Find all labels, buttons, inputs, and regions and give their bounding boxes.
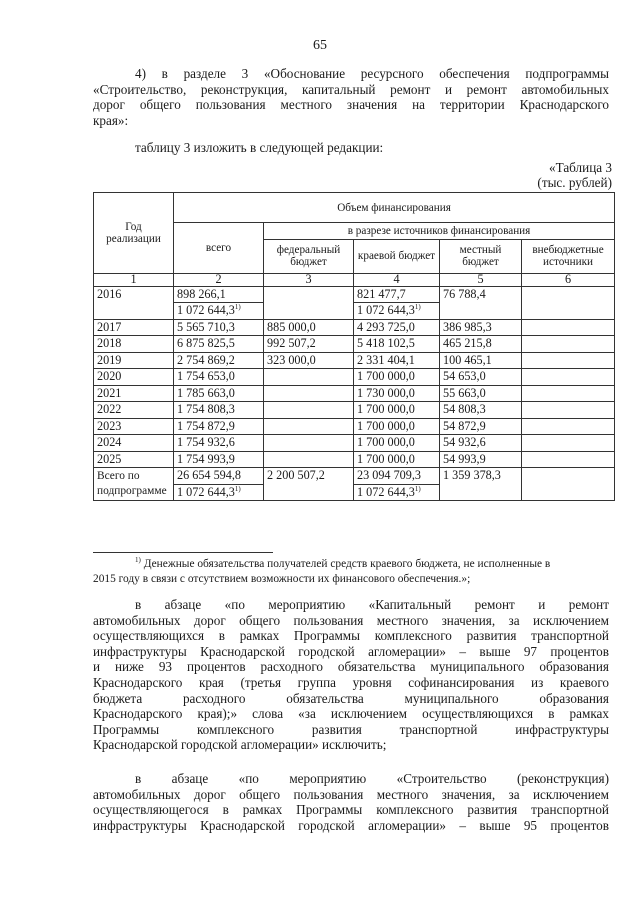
paragraph-line: инфраструктуры Краснодарской городской агломерации» – выше 95 процентов — [93, 817, 609, 833]
cell-year: 2022 — [94, 402, 174, 419]
cell-regional: 1 700 000,0 — [354, 402, 440, 419]
header-sources: в разрезе источников финансирования — [264, 223, 615, 240]
table-caption — [537, 160, 612, 190]
cell-federal — [264, 286, 354, 319]
paragraph-line: осуществляющегося в рамках Программы комплексного развития транспортной — [93, 802, 609, 818]
intro-line: таблицу 3 изложить в следующей редакции: — [135, 140, 384, 155]
paragraph-line: инфраструктуры Краснодарской городской агломерации» – выше 97 процентов — [93, 643, 609, 659]
table-row — [94, 352, 615, 369]
cell-total-label: Всего по подпрограмме — [94, 468, 174, 501]
table-row — [94, 435, 615, 452]
cell-offbudget — [522, 319, 615, 336]
cell-year: 2018 — [94, 336, 174, 353]
column-number: 6 — [522, 273, 615, 286]
cell-local: 386 985,3 — [440, 319, 522, 336]
cell-total: 1 754 932,6 — [174, 435, 264, 452]
cell-regional: 5 418 102,5 — [354, 336, 440, 353]
cell-total: 1 754 808,3 — [174, 402, 264, 419]
table-row — [94, 369, 615, 386]
cell-regional: 2 331 404,1 — [354, 352, 440, 369]
paragraph-line: Краснодарского края (третья группа уровня софинансирования из краевого — [93, 674, 609, 690]
cell-regional: 1 700 000,0 — [354, 369, 440, 386]
cell-offbudget — [522, 385, 615, 402]
cell-total: 1 754 993,9 — [174, 451, 264, 468]
footnote-ref: 1) — [414, 484, 421, 493]
cell-local: 100 465,1 — [440, 352, 522, 369]
column-number: 4 — [354, 273, 440, 286]
cell-regional: 4 293 725,0 — [354, 319, 440, 336]
cell-regional: 1 730 000,0 — [354, 385, 440, 402]
cell-year: 2017 — [94, 319, 174, 336]
cell-local: 54 653,0 — [440, 369, 522, 386]
header-volume: Объем финансирования — [174, 193, 615, 223]
cell-offbudget — [522, 451, 615, 468]
table-row — [94, 385, 615, 402]
cell-offbudget — [522, 418, 615, 435]
page-number: 65 — [313, 38, 327, 53]
footnote-ref: 1) — [234, 484, 241, 493]
cell-offbudget — [522, 336, 615, 353]
cell-total-extra: 1 072 644,3$^{1)}$ — [174, 303, 264, 320]
column-number: 1 — [94, 273, 174, 286]
cell-local: 1 359 378,3 — [440, 468, 522, 501]
paragraph-line: в абзаце «по мероприятию «Капитальный ремонт и ремонт — [135, 597, 609, 612]
paragraph-line: автомобильных дорог общего пользования местного значения, за исключением — [93, 612, 609, 628]
cell-total: 26 654 594,8 — [174, 468, 264, 485]
header-regional: краевой бюджет — [354, 239, 440, 273]
footnote-ref: 1) — [234, 303, 241, 312]
table-row — [94, 286, 615, 303]
cell-regional: 1 700 000,0 — [354, 435, 440, 452]
paragraph-line: Краснодарской городской агломерации» исключить; — [93, 737, 387, 753]
paragraph-construction — [93, 771, 609, 833]
footnote-line: 2015 году в связи с отсутствием возможности их финансового обеспечения.»; — [93, 573, 471, 585]
column-number: 5 — [440, 273, 522, 286]
cell-local: 54 808,3 — [440, 402, 522, 419]
cell-total: 1 754 653,0 — [174, 369, 264, 386]
paragraph-line: Краснодарского края);» слова «за исключением осуществляющихся в рамках — [93, 706, 609, 722]
header-local: местный бюджет — [440, 239, 522, 273]
paragraph-line: и ниже 93 процентов расходного обязательства муниципального образования — [93, 659, 609, 675]
footnote-divider — [93, 552, 273, 553]
cell-local: 76 788,4 — [440, 286, 522, 319]
cell-total: 898 266,1 — [174, 286, 264, 303]
cell-year: 2019 — [94, 352, 174, 369]
cell-regional-extra: 1 072 644,3$^{1)}$ — [354, 484, 440, 501]
paragraph-line: автомобильных дорог общего пользования местного значения, за исключением — [93, 786, 609, 802]
table-caption-title: «Таблица 3 — [549, 160, 612, 175]
table-row — [94, 451, 615, 468]
intro-line: дорог общего пользования местного значения на территории Краснодарского — [93, 97, 609, 113]
cell-offbudget — [522, 435, 615, 452]
cell-federal — [264, 435, 354, 452]
table-row — [94, 319, 615, 336]
paragraph-capital-repair — [93, 597, 609, 753]
column-number: 2 — [174, 273, 264, 286]
cell-federal: 992 507,2 — [264, 336, 354, 353]
cell-offbudget — [522, 369, 615, 386]
footnote-line: Денежные обязательства получателей средств краевого бюджета, не исполненные в — [143, 558, 551, 570]
cell-local: 55 663,0 — [440, 385, 522, 402]
table-row — [94, 336, 615, 353]
cell-federal — [264, 451, 354, 468]
header-total: всего — [174, 223, 264, 274]
cell-total: 5 565 710,3 — [174, 319, 264, 336]
header-year: Год реализации — [94, 193, 174, 274]
cell-regional: 23 094 709,3 — [354, 468, 440, 485]
financing-table — [93, 192, 615, 501]
cell-total: 1 785 663,0 — [174, 385, 264, 402]
header-offbudget: внебюджетные источники — [522, 239, 615, 273]
intro-line: «Строительство, реконструкция, капитальный ремонт и ремонт автомобильных — [93, 81, 609, 97]
cell-offbudget — [522, 352, 615, 369]
paragraph-line: бюджета расходного обязательства муниципального образования — [93, 690, 609, 706]
table-caption-units: (тыс. рублей) — [537, 175, 612, 190]
cell-federal — [264, 385, 354, 402]
footnote-ref: 1) — [414, 303, 421, 312]
footnote-mark: 1) — [135, 556, 141, 564]
intro-paragraph — [93, 66, 609, 128]
cell-total-extra: 1 072 644,3$^{1)}$ — [174, 484, 264, 501]
cell-regional: 821 477,7 — [354, 286, 440, 303]
table-row — [94, 418, 615, 435]
intro-line: края»: — [93, 112, 129, 128]
cell-year: 2020 — [94, 369, 174, 386]
cell-regional-extra: 1 072 644,3$^{1)}$ — [354, 303, 440, 320]
cell-total: 6 875 825,5 — [174, 336, 264, 353]
cell-offbudget — [522, 468, 615, 501]
column-number: 3 — [264, 273, 354, 286]
intro-line: 4) в разделе 3 «Обоснование ресурсного обеспечения подпрограммы — [135, 66, 609, 81]
cell-federal: 323 000,0 — [264, 352, 354, 369]
cell-year: 2021 — [94, 385, 174, 402]
cell-local: 54 932,6 — [440, 435, 522, 452]
cell-offbudget — [522, 286, 615, 319]
cell-year: 2024 — [94, 435, 174, 452]
table-row — [94, 402, 615, 419]
footnote — [93, 557, 614, 587]
cell-total: 2 754 869,2 — [174, 352, 264, 369]
paragraph-line: в абзаце «по мероприятию «Строительство (реконструкция) — [135, 771, 609, 786]
cell-local: 465 215,8 — [440, 336, 522, 353]
cell-federal — [264, 418, 354, 435]
cell-federal — [264, 369, 354, 386]
cell-local: 54 872,9 — [440, 418, 522, 435]
cell-year: 2023 — [94, 418, 174, 435]
paragraph-line: осуществляющихся в рамках Программы комплексного развития транспортной — [93, 628, 609, 644]
header-federal: федеральный бюджет — [264, 239, 354, 273]
cell-total: 1 754 872,9 — [174, 418, 264, 435]
cell-year: 2016 — [94, 286, 174, 319]
cell-regional: 1 700 000,0 — [354, 451, 440, 468]
table-row-total — [94, 468, 615, 485]
cell-federal — [264, 402, 354, 419]
paragraph-line: Программы комплексного развития транспортной инфраструктуры — [93, 721, 609, 737]
cell-local: 54 993,9 — [440, 451, 522, 468]
cell-offbudget — [522, 402, 615, 419]
cell-federal: 885 000,0 — [264, 319, 354, 336]
cell-regional: 1 700 000,0 — [354, 418, 440, 435]
intro-instruction — [93, 140, 609, 156]
cell-year: 2025 — [94, 451, 174, 468]
cell-federal: 2 200 507,2 — [264, 468, 354, 501]
